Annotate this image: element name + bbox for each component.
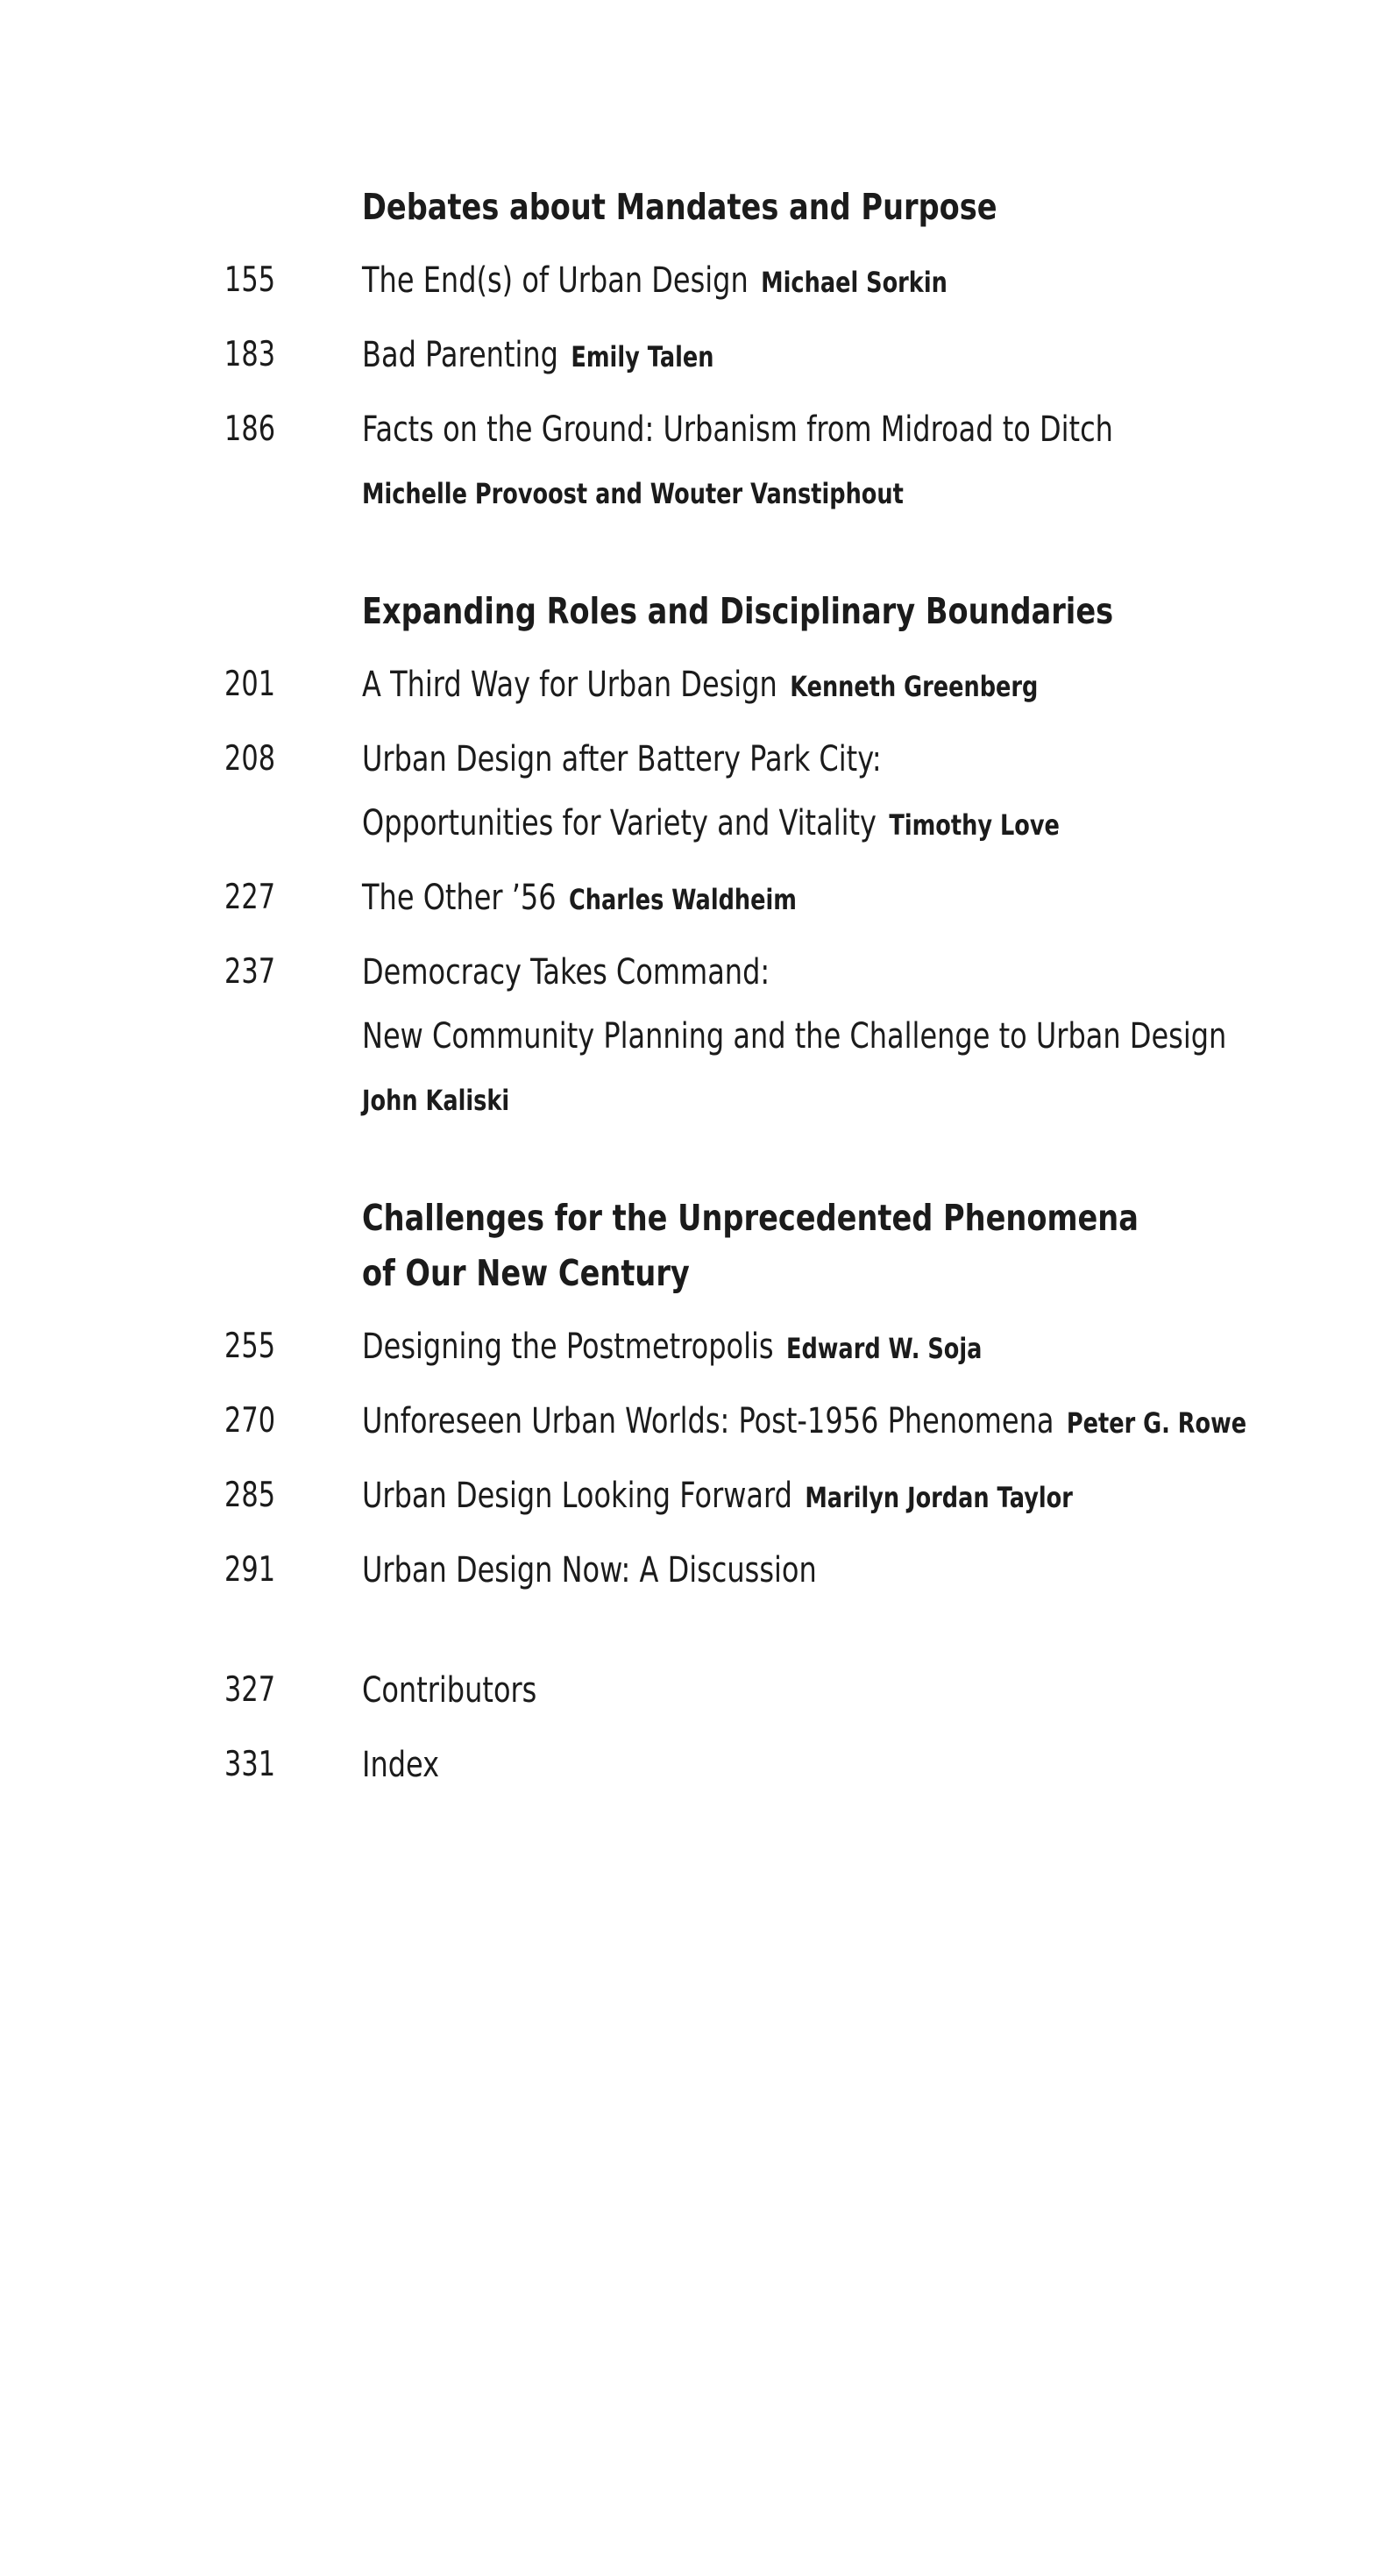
entry-line xyxy=(362,1737,1105,1801)
page-number: 186 xyxy=(224,409,276,449)
section-heading-line: Debates about Mandates and Purpose xyxy=(362,186,997,228)
page-number: 183 xyxy=(224,335,276,374)
section-heading xyxy=(362,1191,1139,1301)
toc-section-debates xyxy=(224,180,1276,528)
entry-line xyxy=(362,1319,1105,1383)
entry-title: Democracy Takes Command: xyxy=(362,952,770,993)
toc-entry[interactable] xyxy=(224,657,1276,721)
section-heading xyxy=(362,180,1111,235)
toc-entry[interactable] xyxy=(224,402,1276,528)
page-number: 208 xyxy=(224,739,276,779)
entry-line xyxy=(362,1008,1227,1072)
entry-author: Emily Talen xyxy=(571,340,714,374)
entry-line xyxy=(362,944,1105,1008)
page-number: 201 xyxy=(224,665,276,704)
toc-entry[interactable] xyxy=(224,1468,1276,1532)
entry-body xyxy=(362,1393,1291,1457)
entry-title: Bad Parenting xyxy=(362,335,558,375)
page-number: 227 xyxy=(224,878,276,917)
section-heading-line: of Our New Century xyxy=(362,1252,690,1294)
entry-title: A Third Way for Urban Design xyxy=(362,665,777,705)
toc-section-expanding xyxy=(224,584,1276,1135)
toc-entry[interactable] xyxy=(224,1542,1276,1606)
page-number: 291 xyxy=(224,1550,276,1590)
entry-body xyxy=(362,1542,1291,1606)
page-number: 327 xyxy=(224,1670,276,1710)
entry-title: The Other ’56 xyxy=(362,878,557,918)
toc-section-challenges xyxy=(224,1191,1276,1606)
entry-body xyxy=(362,1737,1291,1801)
entry-line xyxy=(362,327,1105,391)
entry-author: Michelle Provoost and Wouter Vanstiphout xyxy=(362,477,904,510)
entry-author: Charles Waldheim xyxy=(569,883,797,916)
entry-title: Urban Design after Battery Park City: xyxy=(362,739,882,779)
entry-body xyxy=(362,944,1291,1135)
toc-entry[interactable] xyxy=(224,870,1276,934)
entry-title: Contributors xyxy=(362,1670,537,1711)
toc-entry-index[interactable] xyxy=(224,1737,1276,1801)
entry-line xyxy=(362,1662,1105,1726)
entry-line xyxy=(362,1393,1247,1457)
table-of-contents xyxy=(224,180,1276,1857)
entry-title: Designing the Postmetropolis xyxy=(362,1327,774,1367)
page-number: 285 xyxy=(224,1476,276,1515)
entry-line xyxy=(362,253,1105,317)
entry-author: Michael Sorkin xyxy=(761,266,948,299)
entry-title: New Community Planning and the Challenge to Urban Design xyxy=(362,1016,1227,1057)
entry-line xyxy=(362,870,1105,934)
entry-body xyxy=(362,731,1291,859)
entry-body xyxy=(362,1319,1291,1383)
entry-body xyxy=(362,1468,1291,1532)
entry-body xyxy=(362,1662,1291,1726)
entry-author-line xyxy=(362,1072,1105,1135)
page-number: 270 xyxy=(224,1401,276,1441)
toc-entry-contributors[interactable] xyxy=(224,1662,1276,1726)
entry-line xyxy=(362,402,1113,466)
entry-body xyxy=(362,402,1291,528)
toc-entry[interactable] xyxy=(224,327,1276,391)
entry-line xyxy=(362,657,1105,721)
entry-author: John Kaliski xyxy=(362,1084,510,1117)
entry-author: Kenneth Greenberg xyxy=(790,670,1039,703)
section-heading xyxy=(362,584,1114,639)
entry-title: The End(s) of Urban Design xyxy=(362,260,749,301)
page-number: 331 xyxy=(224,1745,276,1784)
toc-entry[interactable] xyxy=(224,944,1276,1135)
entry-author-line xyxy=(362,466,1105,528)
toc-entry[interactable] xyxy=(224,253,1276,317)
entry-title: Opportunities for Variety and Vitality xyxy=(362,803,877,843)
entry-title: Index xyxy=(362,1745,440,1785)
section-heading-line: Challenges for the Unprecedented Phenomena xyxy=(362,1197,1139,1239)
entry-line xyxy=(362,795,1105,859)
entry-author: Marilyn Jordan Taylor xyxy=(805,1481,1073,1514)
entry-author: Timothy Love xyxy=(889,808,1060,842)
entry-title: Facts on the Ground: Urbanism from Midroad to Ditch xyxy=(362,409,1113,450)
page-number: 155 xyxy=(224,260,276,300)
entry-body xyxy=(362,870,1291,934)
entry-title: Urban Design Looking Forward xyxy=(362,1476,792,1516)
toc-entry[interactable] xyxy=(224,731,1276,859)
page-number: 237 xyxy=(224,952,276,992)
entry-author: Peter G. Rowe xyxy=(1066,1406,1247,1440)
entry-author: Edward W. Soja xyxy=(785,1332,983,1365)
entry-line xyxy=(362,731,1105,795)
entry-title: Unforeseen Urban Worlds: Post-1956 Phenomena xyxy=(362,1401,1054,1441)
entry-body xyxy=(362,253,1291,317)
toc-entry[interactable] xyxy=(224,1393,1276,1457)
section-heading-line: Expanding Roles and Disciplinary Boundaries xyxy=(362,590,1114,632)
page-number: 255 xyxy=(224,1327,276,1366)
entry-title: Urban Design Now: A Discussion xyxy=(362,1550,817,1590)
entry-line xyxy=(362,1468,1105,1532)
entry-body xyxy=(362,327,1291,391)
toc-entry[interactable] xyxy=(224,1319,1276,1383)
entry-line xyxy=(362,1542,1105,1606)
toc-back-matter xyxy=(224,1662,1276,1801)
entry-body xyxy=(362,657,1291,721)
